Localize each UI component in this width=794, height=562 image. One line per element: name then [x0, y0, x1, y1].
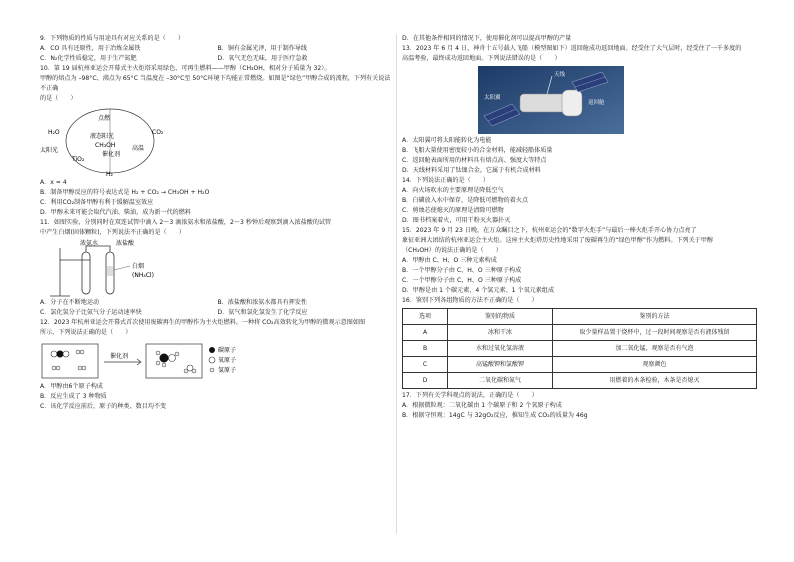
label-high-temp: 高温 [132, 145, 145, 152]
h-atom [162, 363, 166, 367]
h-atom [56, 366, 60, 370]
label-catalyst-12: 催化剂 [110, 353, 129, 360]
q10-stem-3: 的是（ ） [40, 95, 77, 102]
table-row [403, 373, 757, 389]
legend-carbon: 碳原子 [218, 347, 237, 354]
h-atom [184, 369, 188, 373]
q16-cell: 水和过氧化氢溶液 [448, 341, 553, 357]
q16-cell: 加二氧化锰，观察是否有气泡 [553, 341, 757, 357]
reactant-co2-molecule [51, 351, 69, 358]
q11-option-d: D．氨气和氯化氢发生了化学反应 [217, 309, 308, 316]
q14-option-c: C．剪烛芯使熄灭的原理是清除可燃物 [402, 207, 504, 214]
q13-spacecraft-figure [402, 64, 757, 136]
q16-cell: 冰和干冰 [448, 325, 553, 341]
h-atom [175, 352, 179, 356]
return-capsule [562, 90, 582, 116]
h-atom [192, 369, 196, 373]
label-catalyst: 催化剂 [102, 151, 121, 158]
q10-option-b: B．制备甲醇反应的符号表达式是 H₂ + CO₂ → CH₃OH + H₂O [40, 189, 210, 196]
o-atom [51, 351, 57, 357]
h-atom [82, 366, 86, 370]
legend-o-icon [209, 357, 215, 363]
label-co2: CO₂ [152, 129, 164, 136]
q16-cell: 高锰酸钾和氯酸钾 [448, 357, 553, 373]
q10-stem-1: 10．第 19 届杭州亚运会开幕式主火炬塔采用绿色、可再生燃料——甲醇（CH₃OH，相对分子质量为 32）。 [40, 65, 331, 72]
q16-table [402, 308, 757, 389]
q16-cell: B [403, 341, 448, 357]
legend-c-icon [209, 347, 215, 353]
q13-option-d: D．天线材料采用了钛镍合金，它属于有机合成材料 [402, 167, 541, 174]
legend-hydrogen: 氢原子 [218, 367, 237, 374]
q10-cycle-svg [40, 104, 190, 178]
q12-option-b: B．反应生成了 3 种物质 [40, 393, 107, 400]
q17-stem: 17．下列有关学科观点的说法，正确的是（ ） [402, 392, 538, 399]
q15-option-d: D．甲醇是由 1 个碳元素、4 个氢元素、1 个氧元素组成 [402, 287, 555, 294]
q16-stem: 16．鉴别下列各组物质的方法不正确的是（ ） [402, 297, 538, 304]
label-sunlight: 太阳光 [40, 147, 59, 154]
q15-option-c: C．一个甲醇分子由 C、H、O 三种原子构成 [402, 277, 522, 284]
q11-stem-2: 中产生白烟(固体颗粒)，下列说法不正确的是（ ） [40, 229, 185, 236]
q12-option-a: A．甲醇由6个原子构成 [40, 383, 103, 390]
o-atom [63, 351, 69, 357]
q10-stem-2: 甲醇的熔点为 –98°C、沸点为 65°C 当温度在 –30°C至 50°C环境下均能正常燃烧。如图是“绿色”甲醇合成的流程，下列有关说法不正确 [40, 75, 391, 92]
label-ch3oh: CH₃OH [95, 142, 116, 149]
q10-option-d: D．甲醇未来可能会取代汽油、柴油，成为新一代的燃料 [40, 209, 191, 216]
label-h2: H₂ [106, 171, 113, 178]
h-atom [78, 366, 82, 370]
q10-option-a: A．x = 4 [40, 179, 67, 186]
label-antenna: 天线 [554, 72, 566, 78]
q15-stem-1: 15．2023 年 9 月 23 日晚，在万众瞩目之下，杭州亚运会的“数字火炬手”与最后一棒火炬手开心协力点亮了 [402, 227, 697, 234]
q16-header-row [403, 309, 757, 325]
legend-oxygen: 氧原子 [218, 357, 237, 364]
label-white-smoke: 白烟 [132, 263, 145, 270]
q13-option-a: A．太阳翼可将太阳能转化为电能 [402, 137, 492, 144]
q13-stem-2: 高温考验，最终成功返回地面。下列说法错误的是（ ） [402, 55, 561, 62]
q16-cell: D [403, 373, 448, 389]
h-atom [156, 361, 160, 365]
q15-option-a: A．甲醇由 C、H、O 三种元素构成 [402, 257, 497, 264]
left-column [40, 34, 395, 412]
table-row [403, 357, 757, 373]
h-atom [76, 350, 80, 354]
legend-h-icon [210, 368, 214, 372]
q14-option-b: B．白磷放入水中保存，是降低可燃物的着火点 [402, 197, 529, 204]
product-water [184, 365, 196, 373]
white-smoke [107, 266, 113, 276]
q16-cell: 观察颜色 [553, 357, 757, 373]
q12-micro-svg [40, 338, 270, 382]
q16-header-method: 鉴别的方法 [553, 309, 757, 325]
test-tube-left [82, 252, 90, 294]
q13-option-c: C．返回舱表面所用的材料具有熔点高、强度大等特点 [402, 157, 547, 164]
q16-header-substance: 鉴别的物质 [448, 309, 553, 325]
q9-option-d: D．氧气无色无味，用于医疗急救 [217, 55, 308, 62]
h-atom [52, 366, 56, 370]
label-nh4cl: (NH₄Cl) [132, 272, 154, 279]
q15-stem-2: 象征亚洲大团结的杭州亚运会主火炬。这座主火炬塔历史性地采用了废碳再生的“绿色甲醇”作为燃料。下列关于甲醇 [402, 237, 714, 244]
q11-stem-1: 11．如图实验，分别同时在双连试管中滴入 2～3 滴浓氨水和浓盐酸，2～3 秒钟后观察到滴入浓盐酸的试管 [40, 219, 332, 226]
h-atom [80, 350, 84, 354]
label-hcl: 浓盐酸 [116, 240, 135, 247]
label-solar-wing: 太阳翼 [484, 95, 501, 101]
q11-option-c: C．氯化氢分子比氨气分子运动速率快 [40, 309, 142, 316]
label-h2o: H₂O [48, 129, 60, 136]
q16-cell: 用燃着的木条检验，木条是否熄灭 [553, 373, 757, 389]
q12-option-d: D．在其他条件相同的情况下，使用催化剂可以提高甲醇的产量 [402, 35, 572, 42]
q16-cell: 二氧化碳和氮气 [448, 373, 553, 389]
q17-option-a: A．根据微粒观：二氧化碳由 1 个碳原子和 2 个氧原子构成 [402, 402, 562, 409]
q9-stem: 9．下列物质的性质与用途具有对应关系的是（ ） [40, 35, 185, 42]
q17-option-b: B．根据守恒观：14gC 与 32gO₂反应，推知生成 CO₂的质量为 46g [402, 412, 588, 419]
label-liquid-sunshine: 液态阳光 [90, 133, 115, 140]
column-divider [396, 34, 397, 534]
q13-option-b: B．飞船大量使用密度较小的合金材料，能减轻船体质量 [402, 147, 553, 154]
q10-option-c: C．利用CO₂制备甲醇有利于缓解温室效应 [40, 199, 154, 206]
q9-option-b: B．铜有金属光泽，用于制作导线 [217, 45, 307, 52]
reactant-box [42, 344, 98, 378]
q14-stem: 14．下列说法正确的是（ ） [402, 177, 489, 184]
q12-option-c: C．该化学反应前后，原子的种类、数目均不变 [40, 403, 167, 410]
q13-stem-1: 13．2023 年 6 月 4 日，神舟十五号载人飞船（模型图如下）返回舱成功返回地面。经受住了大气层时，经受住了一千多度的 [402, 45, 742, 52]
c-atom [160, 354, 169, 363]
right-column [402, 34, 757, 421]
q11-option-b: B．浓盐酸和浓氨水都具有挥发性 [217, 299, 307, 306]
q14-option-d: D．图书档案着火，可用干粉灭火器扑灭 [402, 217, 511, 224]
q11-option-a: A．分子在不断地运动 [40, 299, 100, 306]
q12-stem-2: 所示，下列说法正确的是（ ） [40, 329, 132, 336]
q16-cell: C [403, 357, 448, 373]
o-atom [169, 355, 176, 362]
q13-spacecraft-svg [402, 64, 757, 136]
smoke-pointer [114, 266, 130, 270]
table-row [403, 325, 757, 341]
q16-cell: 取少量样品置于烧杯中，过一段时间观察是否有液体残留 [553, 325, 757, 341]
label-return-capsule: 返回舱 [588, 100, 605, 106]
q16-header-option: 选项 [403, 309, 448, 325]
c-atom [57, 351, 64, 358]
spacecraft-body [520, 94, 568, 112]
label-ammonia: 浓氨水 [80, 240, 99, 247]
q12-stem-1: 12．2023 年杭州亚运会开幕式首次使用废碳再生的甲醇作为主火炬燃料，一种将 CO₂高效转化为甲醇的微观示意图如图 [40, 319, 366, 326]
q12-micro-figure [40, 338, 395, 382]
q9-option-a: A．CO 具有还原性，用于冶炼金属铁 [40, 45, 141, 52]
label-tio2: TiO₂ [72, 156, 85, 163]
q11-apparatus-svg [40, 238, 240, 298]
q11-apparatus-figure [40, 238, 395, 298]
q15-stem-3: （CH₃OH）的说法正确的是（ ） [402, 247, 502, 254]
label-ignite: 点燃 [98, 115, 111, 122]
q16-cell: A [403, 325, 448, 341]
q10-cycle-figure [40, 104, 395, 178]
product-methanol [156, 351, 179, 367]
q14-option-a: A．向火场吹水的主要原理是降低空气 [402, 187, 504, 194]
q15-option-b: B．一个甲醇分子由 C、H、O 三种原子构成 [402, 267, 522, 274]
q9-option-c: C．N₂化学性质稳定，用于生产氮肥 [40, 55, 137, 62]
h-atom [156, 351, 160, 355]
table-row [403, 341, 757, 357]
